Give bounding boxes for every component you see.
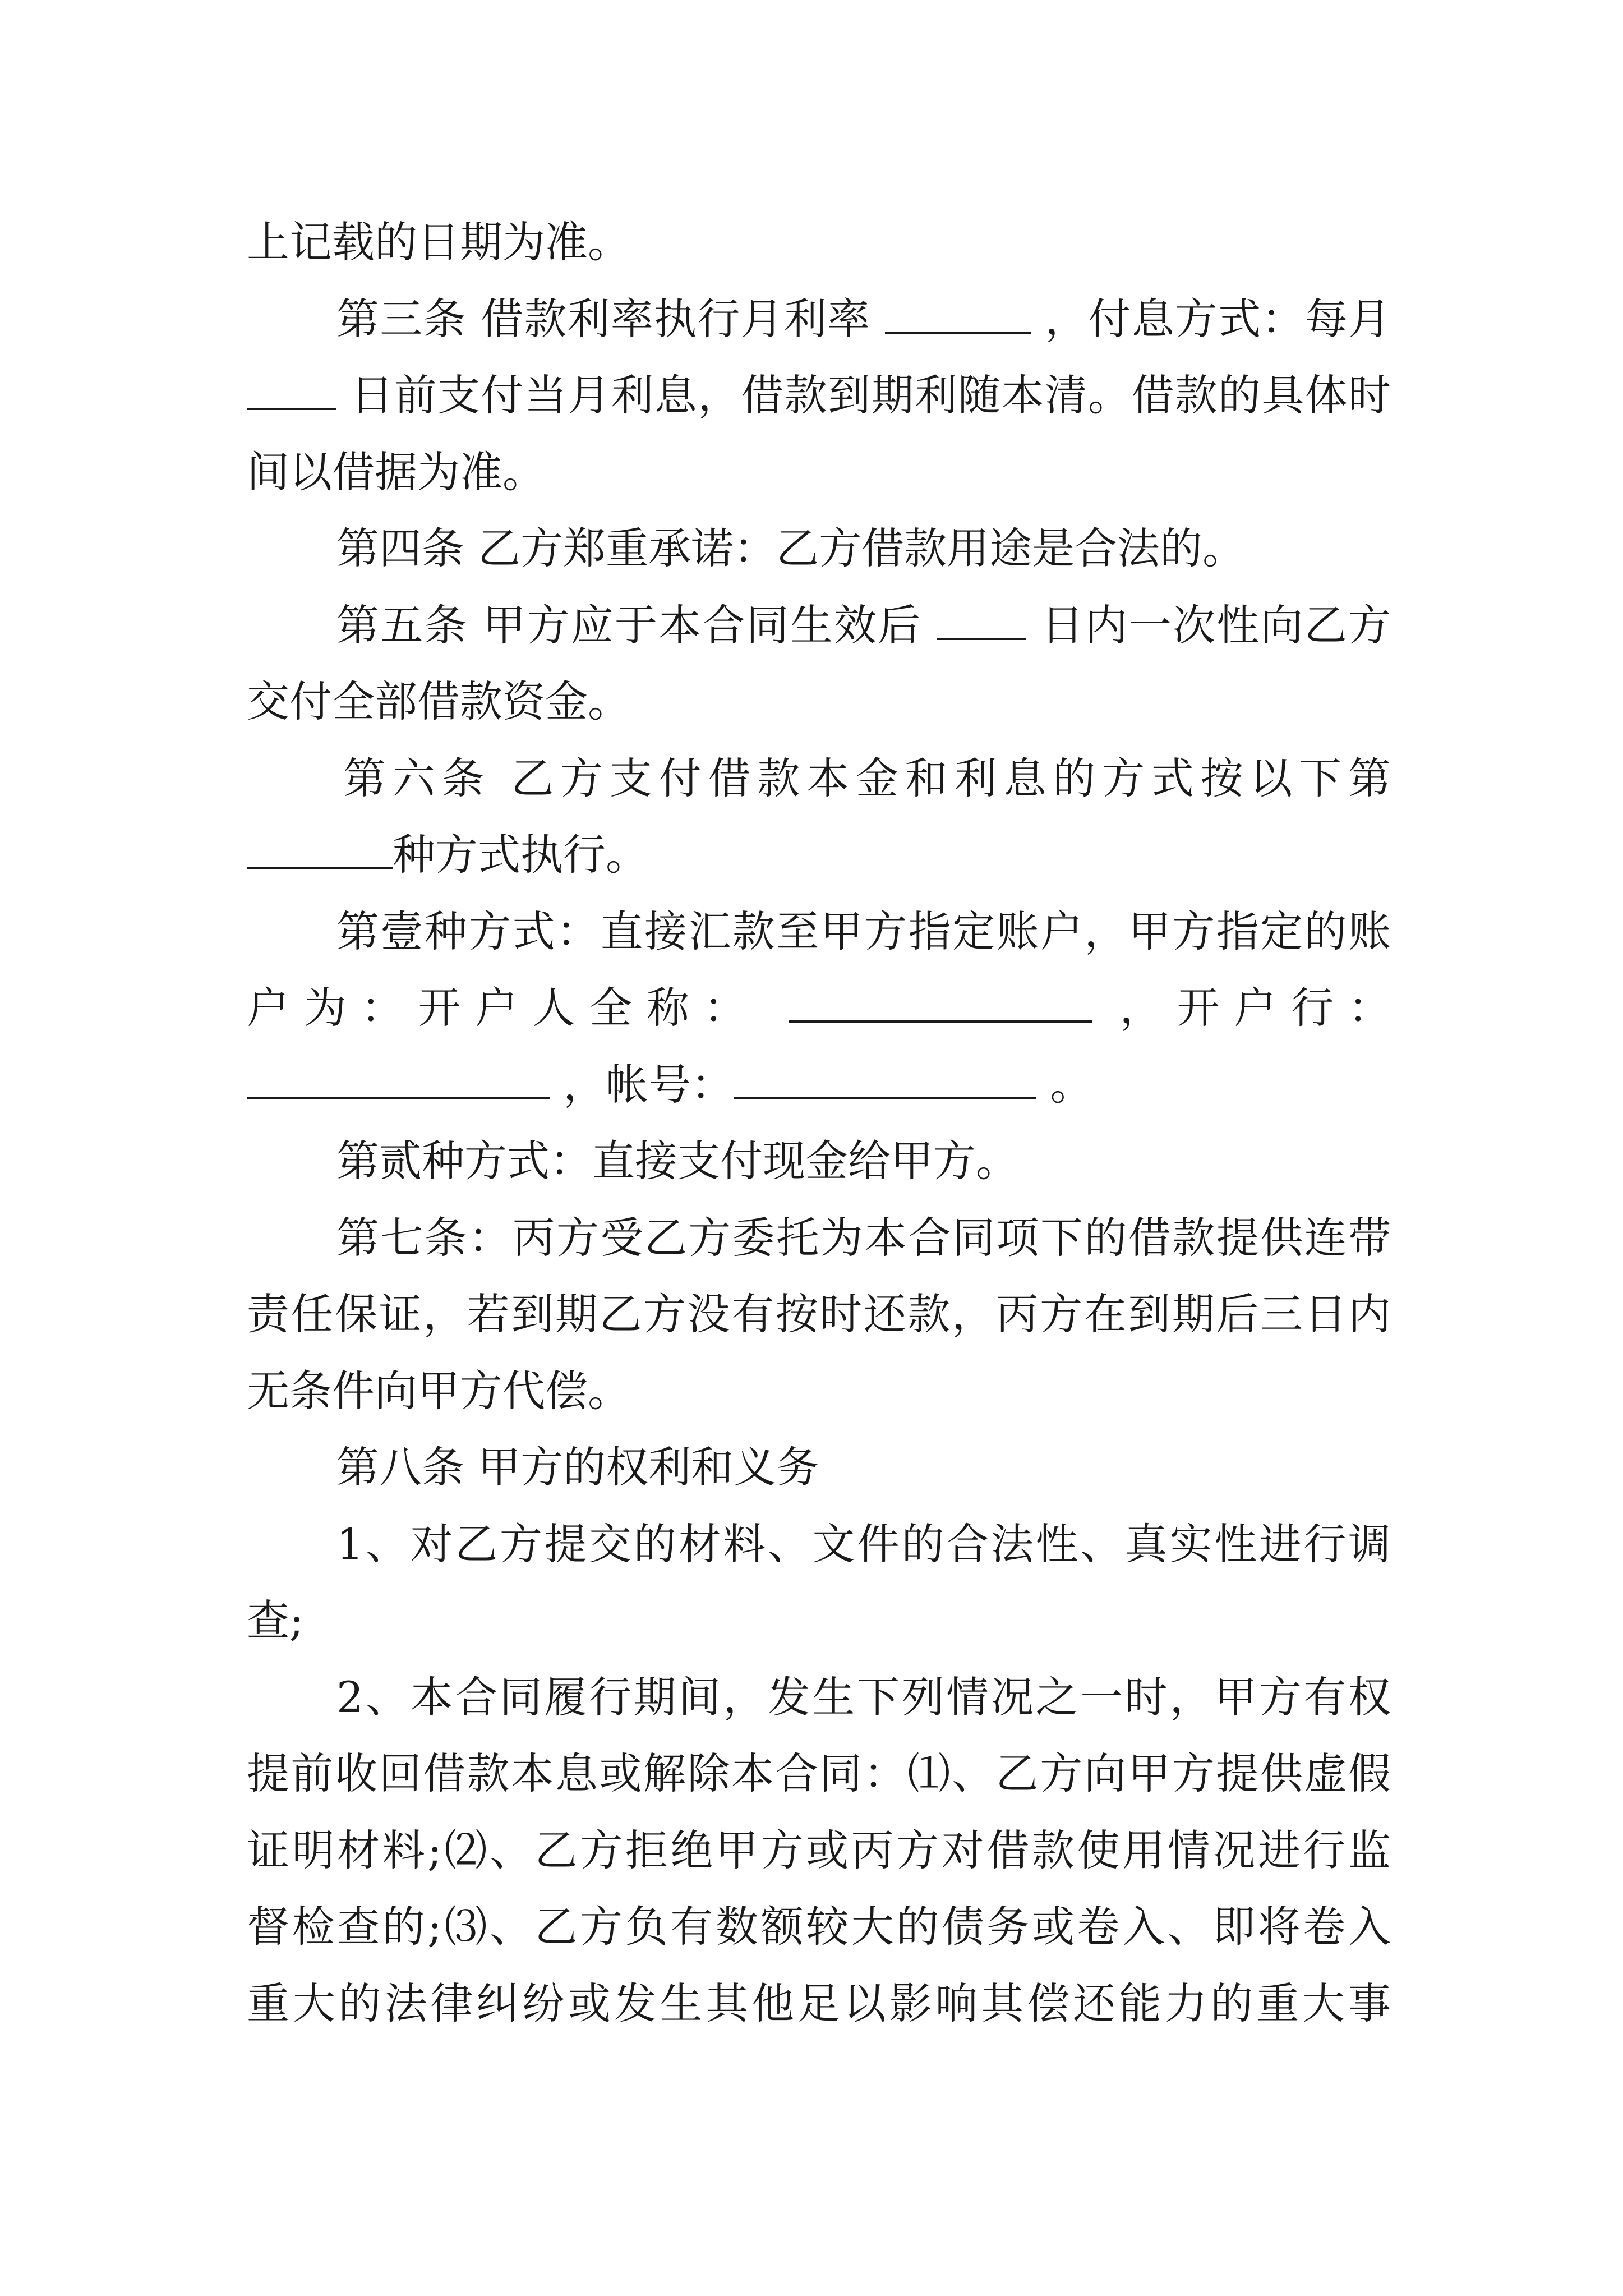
text-line <box>336 898 1391 965</box>
text-line <box>247 1587 1391 1654</box>
text-line <box>247 974 1391 1042</box>
text-line <box>247 1817 1391 1884</box>
fill-in-blank <box>247 830 393 869</box>
text-span: 交付全部借款资金。 <box>247 677 630 726</box>
fill-in-blank <box>789 983 1092 1023</box>
text-span: 第贰种方式：直接支付现金给甲方。 <box>336 1136 1018 1186</box>
text-line <box>336 1204 1391 1272</box>
text-line <box>247 209 1391 276</box>
text-span: 证明材料;⑵、乙方拒绝甲方或丙方对借款使用情况进行监 <box>247 1825 1391 1875</box>
text-line <box>247 668 1391 735</box>
fill-in-blank <box>885 295 1031 334</box>
text-line <box>336 286 1391 353</box>
text-span: 第五条 甲方应于本合同生效后 <box>336 600 922 650</box>
text-line <box>336 1511 1391 1578</box>
text-line <box>247 1740 1391 1807</box>
text-span: 责任保证，若到期乙方没有按时还款，丙方在到期后三日内 <box>247 1289 1391 1339</box>
text-line <box>336 1664 1391 1731</box>
text-span: 2、本合同履行期间，发生下列情况之一时，甲方有权 <box>336 1672 1391 1722</box>
text-span: 提前收回借款本息或解除本合同：⑴、乙方向甲方提供虚假 <box>247 1749 1391 1798</box>
text-span: 重大的法律纠纷或发生其他足以影响其偿还能力的重大事 <box>247 1978 1391 2028</box>
text-line <box>247 1893 1391 1961</box>
text-span: ，付息方式：每月 <box>1045 294 1391 344</box>
text-line <box>336 1128 1391 1195</box>
text-span: 。 <box>1050 1060 1093 1110</box>
fill-in-blank <box>247 371 336 410</box>
text-span: 间以借据为准。 <box>247 447 545 497</box>
text-span: 上记载的日期为准。 <box>247 217 630 267</box>
text-span: 查; <box>247 1595 304 1645</box>
text-line <box>336 1434 1391 1501</box>
text-line <box>336 592 1391 659</box>
text-line <box>247 1970 1391 2037</box>
text-span: 第七条：丙方受乙方委托为本合同项下的借款提供连带 <box>336 1213 1391 1263</box>
text-span: 第四条 乙方郑重承诺：乙方借款用途是合法的。 <box>336 523 1246 573</box>
text-line <box>247 821 1391 889</box>
text-line <box>247 362 1391 429</box>
text-span: 户为：开户人全称： <box>247 983 761 1033</box>
fill-in-blank <box>247 1060 550 1099</box>
text-span: 1、对乙方提交的材料、文件的合法性、真实性进行调 <box>336 1519 1391 1569</box>
text-line <box>343 745 1391 812</box>
text-span: ，帐号： <box>563 1060 734 1110</box>
text-span: 日前支付当月利息，借款到期利随本清。借款的具体时 <box>351 370 1391 420</box>
text-span: 第三条 借款利率执行月利率 <box>336 294 871 344</box>
text-line <box>247 439 1391 506</box>
text-span: ，开户行： <box>1119 983 1391 1033</box>
text-line <box>247 1281 1391 1348</box>
text-span: 无条件向甲方代偿。 <box>247 1366 630 1416</box>
fill-in-blank <box>937 601 1026 640</box>
text-span: 第八条 甲方的权利和义务 <box>336 1442 819 1492</box>
text-span: 日内一次性向乙方 <box>1041 600 1391 650</box>
text-span: 第壹种方式：直接汇款至甲方指定账户，甲方指定的账 <box>336 907 1391 956</box>
text-span: 种方式执行。 <box>393 830 648 880</box>
text-span: 督检查的;⑶、乙方负有数额较大的债务或卷入、即将卷入 <box>247 1902 1391 1952</box>
text-line <box>336 515 1391 582</box>
text-span: 第六条 乙方支付借款本金和利息的方式按以下第 <box>343 753 1391 803</box>
text-line <box>247 1051 1391 1119</box>
fill-in-blank <box>734 1060 1036 1099</box>
text-line <box>247 1358 1391 1425</box>
